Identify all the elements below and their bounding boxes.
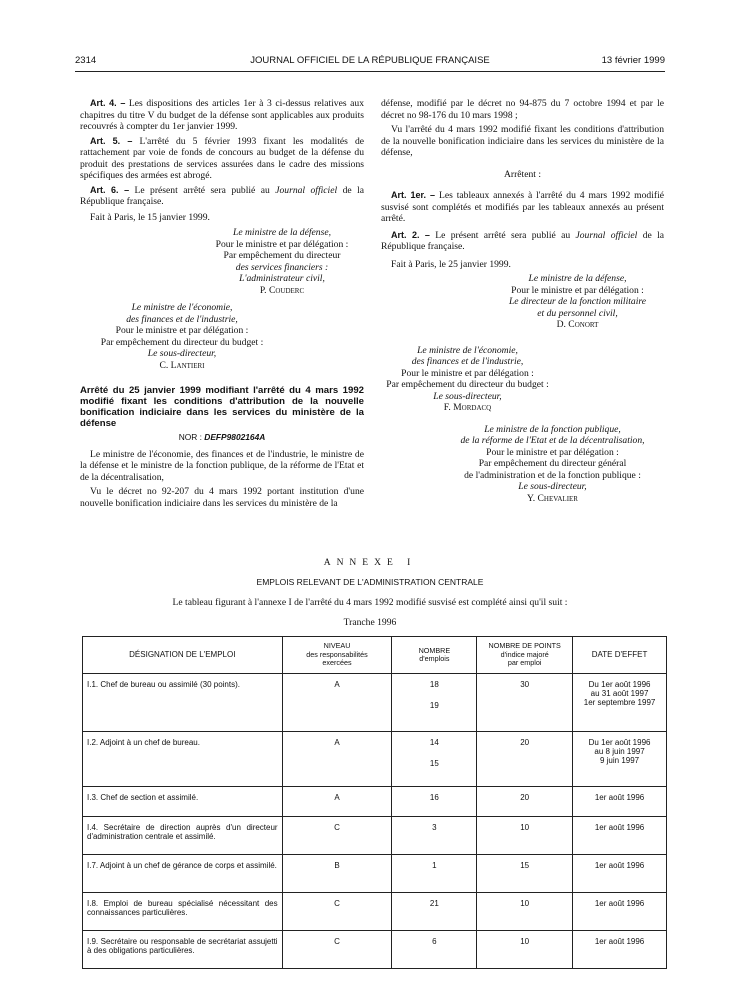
signature-line: Y. Chevalier: [527, 492, 578, 504]
nombre-value: 14: [429, 738, 439, 747]
cell-designation: I.9. Secrétaire ou responsable de secrétariat assujetti à des obligations particulières.: [83, 931, 283, 969]
nombre-value: 21: [429, 899, 439, 908]
date-value: 1er septembre 1997: [583, 698, 656, 707]
cell-designation: I.3. Chef de section et assimilé.: [83, 787, 283, 817]
cell-points: 15: [477, 855, 573, 893]
table-row: [83, 674, 667, 732]
journal-title: JOURNAL OFFICIEL DE LA RÉPUBLIQUE FRANÇAISE: [250, 55, 490, 66]
signature-line: de la réforme de l'Etat et de la décentralisation,: [460, 435, 645, 446]
nombre-value: 6: [432, 937, 437, 946]
article-1: Art. 1er. – Les tableaux annexés à l'arrêté du 4 mars 1992 modifié susvisé sont complétés et modifiés par les tableaux annexés au présent arrêté.: [381, 190, 664, 224]
table-header-row: [83, 637, 667, 674]
cell-nombre: [392, 732, 477, 787]
cell-points: 10: [477, 817, 573, 855]
date-value: au 8 juin 1997: [594, 747, 645, 756]
date-value: 1er août 1996: [594, 823, 645, 832]
table-row: [83, 893, 667, 931]
page-number: 2314: [75, 55, 97, 66]
article-6: Art. 6. – Le présent arrêté sera publié au Journal officiel de la République française.: [80, 184, 364, 207]
cell-date: [573, 674, 667, 732]
date-value: 1er août 1996: [594, 937, 645, 946]
signature-line: Par empêchement du directeur général: [478, 458, 627, 469]
nombre-value: 1: [432, 861, 437, 870]
signature-line: de l'administration et de la fonction publique :: [464, 469, 641, 481]
table-row: [83, 931, 667, 969]
left-column: [80, 98, 364, 512]
vu-decret: Vu le décret no 92-207 du 4 mars 1992 portant institution d'une nouvelle bonification indiciaire dans les services du ministère de la: [80, 486, 364, 509]
date-value: Du 1er août 1996: [588, 738, 651, 747]
cell-niveau: B: [282, 855, 392, 893]
signature-line: C. Lantieri: [159, 359, 205, 371]
annex-title: ANNEXE I: [323, 558, 417, 568]
table-row: [83, 855, 667, 893]
header-date: DATE D'EFFET: [573, 637, 667, 674]
cell-nombre: [392, 674, 477, 732]
cell-niveau: C: [282, 931, 392, 969]
date-value: 1er août 1996: [594, 899, 645, 908]
header-niveau: NIVEAU des responsabilités exercées: [282, 637, 392, 674]
cell-niveau: C: [282, 817, 392, 855]
cell-designation: I.8. Emploi de bureau spécialisé nécessitant des connaissances particulières.: [83, 893, 283, 931]
date-value: 1er août 1996: [594, 793, 645, 802]
issue-date: 13 février 1999: [601, 55, 665, 66]
nombre-value: 19: [429, 701, 439, 710]
table-row: [83, 817, 667, 855]
cell-nombre: [392, 855, 477, 893]
date-value: au 31 août 1997: [590, 689, 649, 698]
vu-arrete: Vu l'arrêté du 4 mars 1992 modifié fixant les conditions d'attribution de la nouvelle bonification indiciaire dans les services du ministère de la défense,: [381, 124, 664, 158]
annex-intro: Le tableau figurant à l'annexe I de l'arrêté du 4 mars 1992 modifié susvisé est complété ainsi qu'il suit :: [172, 597, 568, 608]
signature-line: Le ministre de l'économie,: [417, 344, 518, 356]
cell-designation: I.2. Adjoint à un chef de bureau.: [83, 732, 283, 787]
article-5: Art. 5. – L'arrêté du 5 février 1993 fixant les modalités de rattachement par voie de fonds de concours au budget de la défense du produit des prestations de services assurées dans le cadre des missions spécifiques des armées est abrogé.: [80, 135, 364, 181]
cell-designation: I.4. Secrétaire de direction auprès d'un directeur d'administration centrale et assimilé.: [83, 817, 283, 855]
page-header: [75, 55, 665, 69]
signature-line: des finances et de l'industrie,: [411, 356, 524, 367]
signature-line: Le ministre de la fonction publique,: [484, 423, 621, 435]
nombre-value: 18: [429, 680, 439, 689]
signature-line: des services financiers :: [235, 261, 329, 273]
signature-line: Le ministre de la défense,: [233, 227, 331, 238]
signature-line: Le ministre de la défense,: [528, 273, 627, 284]
signature-line: et du personnel civil,: [537, 307, 618, 319]
cell-nombre: [392, 817, 477, 855]
signature-block: [200, 227, 364, 296]
cell-nombre: [392, 931, 477, 969]
nor-reference: NOR : DEFP9802164A: [178, 432, 266, 442]
signature-line: Le sous-directeur,: [147, 348, 217, 359]
annex-subtitle: EMPLOIS RELEVANT DE L'ADMINISTRATION CENTRALE: [256, 577, 484, 587]
cell-designation: I.7. Adjoint à un chef de gérance de corps et assimilé.: [83, 855, 283, 893]
signature-block: [491, 273, 664, 331]
fait-a-paris: Fait à Paris, le 25 janvier 1999.: [391, 258, 511, 270]
cell-niveau: C: [282, 893, 392, 931]
fait-a-paris: Fait à Paris, le 15 janvier 1999.: [90, 211, 210, 223]
signature-line: Par empêchement du directeur du budget :: [386, 379, 549, 390]
header-rule: [75, 71, 665, 72]
right-column: [381, 98, 664, 504]
decree-title: Arrêté du 25 janvier 1999 modifiant l'arrêté du 4 mars 1992 modifié fixant les conditions d'attribution de la nouvelle bonification indiciaire dans les services du ministère de la défense: [80, 385, 364, 429]
signature-line: D. Conort: [556, 319, 599, 330]
cell-nombre: [392, 893, 477, 931]
signature-line: P. Couderc: [259, 284, 305, 296]
signature-line: Pour le ministre et par délégation :: [401, 367, 534, 379]
signature-line: Par empêchement du directeur: [223, 250, 341, 261]
signature-line: F. Mordacq: [443, 402, 492, 413]
cell-nombre: [392, 787, 477, 817]
cell-points: 10: [477, 931, 573, 969]
tranche-label: Tranche 1996: [343, 617, 397, 628]
vu-decret-continued: défense, modifié par le décret no 94-875 du 7 octobre 1994 et par le décret no 98-176 du 10 mars 1998 ;: [381, 98, 664, 121]
cell-date: [573, 855, 667, 893]
signature-line: Par empêchement du directeur du budget :: [100, 336, 264, 348]
signature-line: Pour le ministre et par délégation :: [511, 284, 644, 296]
cell-points: 30: [477, 674, 573, 732]
cell-date: [573, 732, 667, 787]
signature-block: [381, 345, 554, 414]
arretent: Arrêtent :: [503, 168, 542, 180]
article-2: Art. 2. – Le présent arrêté sera publié au Journal officiel de la République française.: [381, 229, 665, 252]
date-value: Du 1er août 1996: [588, 680, 651, 689]
date-value: 1er août 1996: [594, 861, 645, 870]
date-value: 9 juin 1997: [599, 756, 640, 765]
cell-points: 20: [477, 787, 573, 817]
signature-line: Le sous-directeur,: [433, 390, 502, 402]
cell-date: [573, 893, 667, 931]
signature-block: [441, 424, 664, 505]
signature-line: Pour le ministre et par délégation :: [215, 238, 349, 250]
header-nombre: NOMBRE d'emplois: [392, 637, 477, 674]
cell-points: 10: [477, 893, 573, 931]
nombre-value: 3: [432, 823, 437, 832]
signature-line: Le sous-directeur,: [518, 481, 587, 492]
cell-date: [573, 931, 667, 969]
header-points: NOMBRE DE POINTS d'indice majoré par emploi: [477, 637, 573, 674]
cell-niveau: A: [282, 787, 392, 817]
cell-date: [573, 787, 667, 817]
signature-line: Pour le ministre et par délégation :: [115, 325, 249, 336]
table-row: [83, 732, 667, 787]
cell-date: [573, 817, 667, 855]
cell-points: 20: [477, 732, 573, 787]
nombre-value: 16: [429, 793, 439, 802]
cell-designation: I.1. Chef de bureau ou assimilé (30 points).: [83, 674, 283, 732]
signature-line: L'administrateur civil,: [239, 273, 325, 284]
preamble: Le ministre de l'économie, des finances et de l'industrie, le ministre de la défense et le ministre de la fonction publique, de la réforme de l'Etat et de la décentralisation,: [80, 448, 364, 483]
emplois-table: [82, 636, 667, 969]
article-4: Art. 4. – Les dispositions des articles 1er à 3 ci-dessus relatives aux chapitres du titre V du budget de la défense sont applicables aux produits recouvrés à compter du 1er janvier 1999.: [80, 98, 364, 132]
cell-niveau: A: [282, 674, 392, 732]
table-row: [83, 787, 667, 817]
signature-line: des finances et de l'industrie,: [126, 313, 238, 325]
cell-niveau: A: [282, 732, 392, 787]
nombre-value: 15: [429, 759, 439, 768]
signature-line: Pour le ministre et par délégation :: [486, 446, 619, 458]
signature-line: Le directeur de la fonction militaire: [508, 296, 647, 307]
signature-line: Le ministre de l'économie,: [131, 302, 233, 313]
signature-block: [80, 302, 284, 371]
header-designation: DÉSIGNATION DE L'EMPLOI: [83, 637, 283, 674]
